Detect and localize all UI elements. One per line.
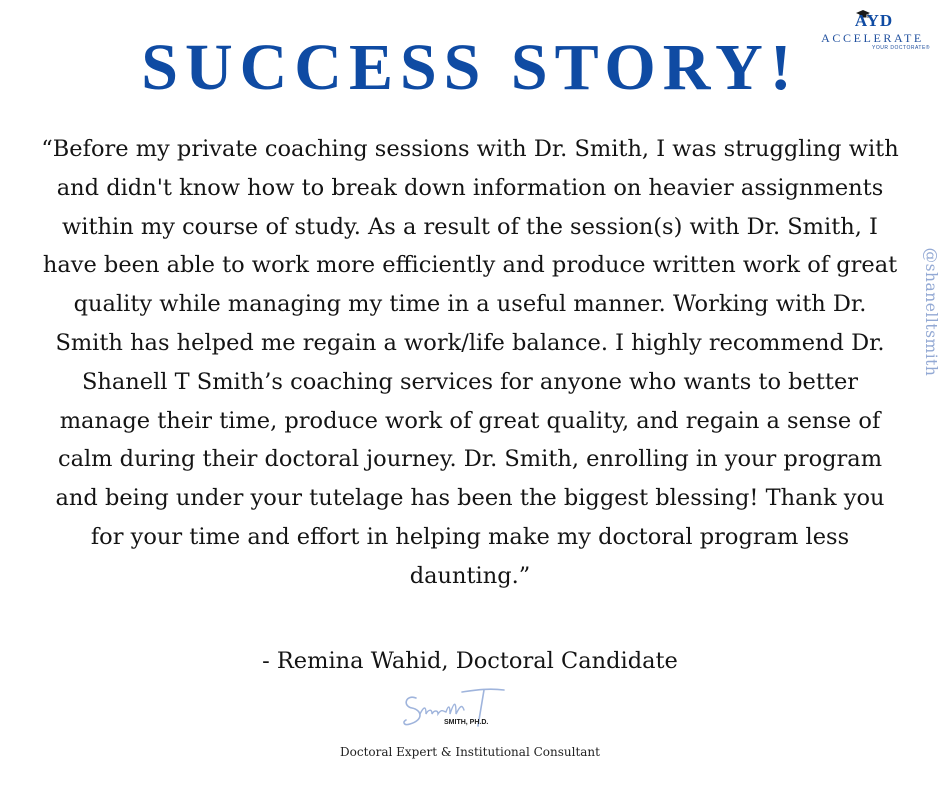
tagline: Doctoral Expert & Institutional Consultant — [340, 745, 600, 759]
logo-mark: AYD — [854, 11, 894, 30]
handwritten-signature — [398, 684, 518, 732]
social-handle: @shanelltsmith — [922, 247, 940, 377]
testimonial-quote: “Before my private coaching sessions with Dr. Smith, I was struggling with and didn't know how to break down information on heavier assignments within my course of study. As a result of the session(s) with Dr. Smith, I have been able to work more efficiently and produce written work of great quality while managing my time in a useful manner. Working with Dr. Smith has helped me regain a work/life balance. I highly recommend Dr. Shanell T Smith’s coaching services for anyone who wants to better manage their time, produce work of great quality, and regain a sense of calm during their doctoral journey. Dr. Smith, enrolling in your program and being under your tutelage has been the biggest blessing! Thank you for your time and effort in helping make my doctoral program less daunting.” — [41, 136, 899, 589]
page-title: SUCCESS STORY! — [141, 31, 799, 104]
logo-subtext: YOUR DOCTORATE® — [872, 45, 930, 51]
accelerate-your-doctorate-logo — [810, 10, 935, 58]
logo-wordmark: ACCELERATE — [821, 31, 924, 45]
signature-caption: SMITH, PH.D. — [444, 719, 489, 726]
testimonial-attribution: - Remina Wahid, Doctoral Candidate — [262, 648, 678, 674]
